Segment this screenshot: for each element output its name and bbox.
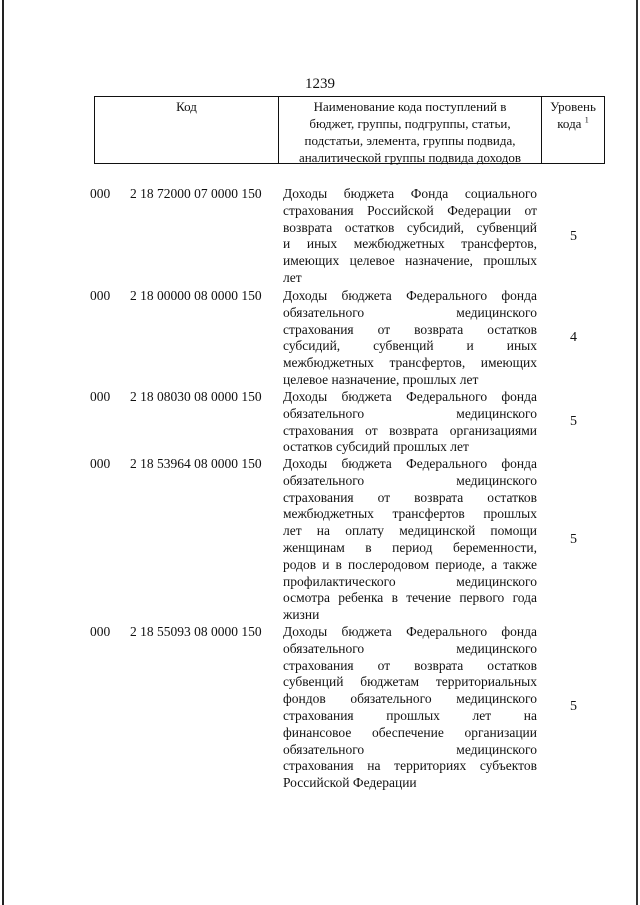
row-name xyxy=(283,456,537,624)
header-level-word: кода xyxy=(557,116,582,131)
row-name xyxy=(283,389,537,456)
row-level: 4 xyxy=(570,330,577,345)
row-name-line: межбюджетных трансфертов, имеющих xyxy=(283,355,537,371)
row-level: 5 xyxy=(570,532,577,547)
row-revenue-code: 2 18 00000 08 0000 150 xyxy=(130,288,262,303)
page-number: 1239 xyxy=(305,76,335,92)
row-name-line: Доходы бюджета Федерального фонда xyxy=(283,389,537,404)
row-name-line: родов и в послеродовом периоде, а также xyxy=(283,556,537,572)
row-name-line: имеющих целевое назначение, прошлых xyxy=(283,253,537,269)
row-revenue-code: 2 18 53964 08 0000 150 xyxy=(130,456,262,471)
row-name-line: целевое назначение, прошлых лет xyxy=(283,371,479,387)
row-name-line: Доходы бюджета Федерального фонда xyxy=(283,456,537,471)
row-level: 5 xyxy=(570,699,577,714)
row-name-line: обязательного медицинского xyxy=(283,405,537,421)
footnote-marker: 1 xyxy=(584,115,589,125)
row-name-line: Доходы бюджета Фонда социального xyxy=(283,186,537,201)
row-name-line: лет на оплату медицинской помощи xyxy=(283,523,537,539)
header-level-line2 xyxy=(542,115,604,132)
row-admin-code: 000 xyxy=(90,288,111,303)
row-name-line: фондов обязательного медицинского xyxy=(283,691,537,707)
row-name-line: жизни xyxy=(283,607,320,623)
row-name-line: и иных межбюджетных трансфертов, xyxy=(283,236,537,252)
row-level: 5 xyxy=(570,229,577,244)
row-name-line: страхования на территориях субъектов xyxy=(283,758,537,774)
header-name-line: Наименование кода поступлений в xyxy=(313,99,507,114)
header-level xyxy=(542,97,604,163)
row-admin-code: 000 xyxy=(90,186,111,201)
row-name-line: финансовое обеспечение организации xyxy=(283,724,537,740)
row-name-line: страхования Российской Федерации от xyxy=(283,202,537,218)
row-name-line: страхования от возврата остатков xyxy=(283,657,537,673)
row-name-line: обязательного медицинского xyxy=(283,304,537,320)
row-name xyxy=(283,624,537,792)
row-name-line: страхования от возврата остатков xyxy=(283,321,537,337)
row-revenue-code: 2 18 08030 08 0000 150 xyxy=(130,389,262,404)
row-name-line: субсидий, субвенций и иных xyxy=(283,338,537,354)
row-name xyxy=(283,186,537,287)
row-level: 5 xyxy=(570,414,577,429)
row-name-line: остатков субсидий прошлых лет xyxy=(283,439,469,455)
header-level-line1: Уровень xyxy=(550,99,596,114)
row-admin-code: 000 xyxy=(90,456,111,471)
row-admin-code: 000 xyxy=(90,389,111,404)
row-name-line: страхования от возврата организациями xyxy=(283,422,537,438)
header-name-line: бюджет, группы, подгруппы, статьи, xyxy=(309,116,511,131)
row-name-line: лет xyxy=(283,269,302,285)
row-name-line: Доходы бюджета Федерального фонда xyxy=(283,624,537,639)
row-name-line: обязательного медицинского xyxy=(283,741,537,757)
row-name-line: обязательного медицинского xyxy=(283,640,537,656)
row-revenue-code: 2 18 72000 07 0000 150 xyxy=(130,186,262,201)
row-name-line: Доходы бюджета Федерального фонда xyxy=(283,288,537,303)
header-name-line: аналитической группы подвида доходов xyxy=(298,150,522,165)
row-name-line: страхования прошлых лет на xyxy=(283,707,537,723)
row-admin-code: 000 xyxy=(90,624,111,639)
scan-edge-right xyxy=(636,0,638,905)
header-code: Код xyxy=(95,97,279,163)
header-name-line: подстатьи, элемента, группы подвида, xyxy=(304,133,516,148)
table-header xyxy=(94,96,605,164)
row-name-line: женщинам в период беременности, xyxy=(283,539,537,555)
header-name xyxy=(279,97,542,163)
row-name-line: осмотра ребенка в течение первого года xyxy=(283,590,537,606)
row-name xyxy=(283,288,537,389)
row-name-line: межбюджетных трансфертов прошлых xyxy=(283,506,537,522)
row-name-line: возврата остатков субсидий, субвенций xyxy=(283,219,537,235)
row-name-line: субвенций бюджетам территориальных xyxy=(283,674,537,690)
scan-edge-left xyxy=(2,0,4,905)
row-name-line: Российской Федерации xyxy=(283,775,417,791)
row-name-line: страхования от возврата остатков xyxy=(283,489,537,505)
row-name-line: обязательного медицинского xyxy=(283,472,537,488)
row-name-line: профилактического медицинского xyxy=(283,573,537,589)
row-revenue-code: 2 18 55093 08 0000 150 xyxy=(130,624,262,639)
